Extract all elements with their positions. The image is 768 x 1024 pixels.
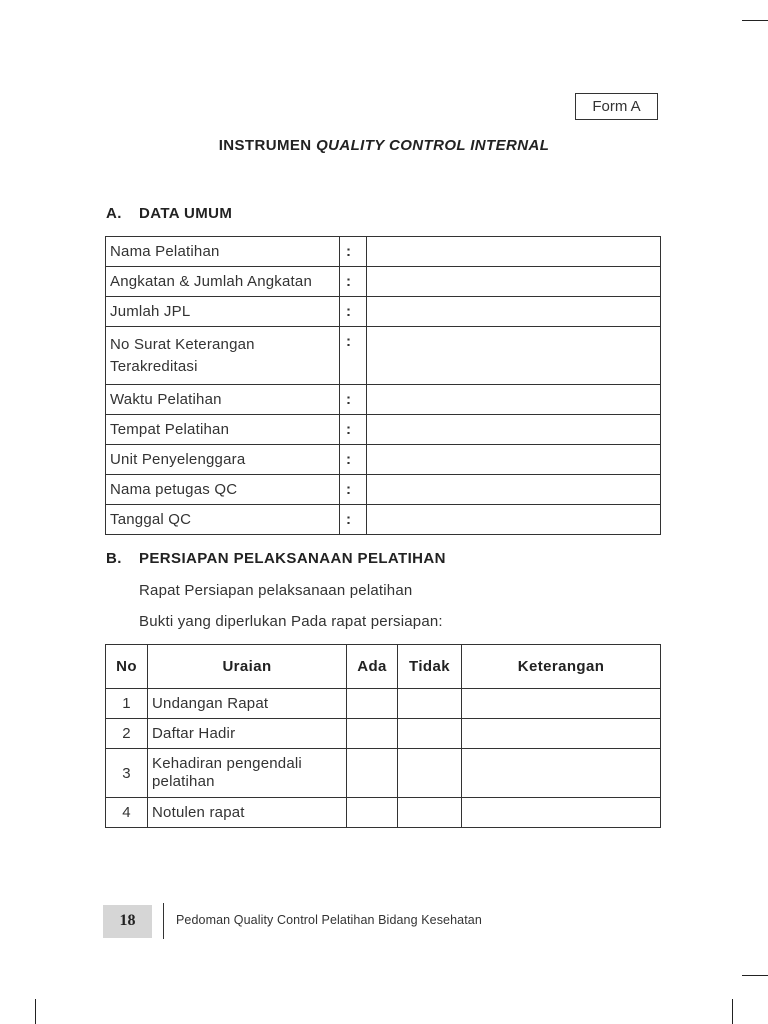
- persiapan-table: [105, 644, 661, 828]
- row-uraian-line1: Kehadiran pengendali: [152, 755, 302, 772]
- cell-keterangan[interactable]: [462, 749, 661, 798]
- row-label-tempat: Tempat Pelatihan: [106, 415, 340, 445]
- row-number: 2: [106, 719, 148, 749]
- cell-tidak[interactable]: [398, 749, 462, 798]
- col-header-ada: Ada: [347, 645, 398, 689]
- crop-mark-bottom-right-vertical: [732, 999, 733, 1024]
- col-header-uraian: Uraian: [148, 645, 347, 689]
- section-b-paragraph-1: Rapat Persiapan pelaksanaan pelatihan: [139, 582, 413, 599]
- cell-keterangan[interactable]: [462, 719, 661, 749]
- section-b-title: PERSIAPAN PELAKSANAAN PELATIHAN: [139, 550, 446, 567]
- section-a-title: DATA UMUM: [139, 205, 233, 222]
- row-uraian-line2: pelatihan: [152, 773, 215, 790]
- cell-tidak[interactable]: [398, 719, 462, 749]
- row-colon: :: [340, 415, 367, 445]
- value-field-angkatan[interactable]: [367, 267, 661, 297]
- cell-ada[interactable]: [347, 719, 398, 749]
- cell-tidak[interactable]: [398, 798, 462, 828]
- value-field-tempat[interactable]: [367, 415, 661, 445]
- row-label-nama-pelatihan: Nama Pelatihan: [106, 237, 340, 267]
- crop-mark-bottom-right-horizontal: [742, 975, 768, 976]
- row-label-angkatan: Angkatan & Jumlah Angkatan: [106, 267, 340, 297]
- row-number: 3: [106, 749, 148, 798]
- row-number: 1: [106, 689, 148, 719]
- table-row: [106, 327, 661, 385]
- row-label-unit: Unit Penyelenggara: [106, 445, 340, 475]
- form-tag: Form A: [575, 93, 658, 120]
- page-title: [0, 137, 768, 154]
- section-b-paragraph-2: Bukti yang diperlukan Pada rapat persiapan:: [139, 613, 443, 630]
- table-row: [106, 415, 661, 445]
- row-colon: :: [340, 475, 367, 505]
- row-uraian: Undangan Rapat: [148, 689, 347, 719]
- cell-tidak[interactable]: [398, 689, 462, 719]
- cell-keterangan[interactable]: [462, 689, 661, 719]
- row-colon: :: [340, 505, 367, 535]
- crop-mark-bottom-left: [35, 999, 36, 1024]
- row-label-no-surat: [106, 327, 340, 385]
- row-label-waktu: Waktu Pelatihan: [106, 385, 340, 415]
- table-row: [106, 297, 661, 327]
- row-colon: :: [340, 385, 367, 415]
- section-b-letter: B.: [106, 550, 122, 567]
- value-field-jumlah-jpl[interactable]: [367, 297, 661, 327]
- section-a-heading: [106, 205, 232, 222]
- row-colon: :: [340, 297, 367, 327]
- section-a-letter: A.: [106, 205, 122, 222]
- title-italic: QUALITY CONTROL INTERNAL: [316, 137, 550, 154]
- row-uraian: Daftar Hadir: [148, 719, 347, 749]
- table-row: [106, 267, 661, 297]
- table-row: [106, 475, 661, 505]
- section-b-heading: [106, 550, 446, 567]
- page-number: 18: [103, 905, 152, 938]
- row-colon: :: [340, 237, 367, 267]
- row-label-petugas: Nama petugas QC: [106, 475, 340, 505]
- row-colon: :: [340, 327, 367, 385]
- table-row: [106, 689, 661, 719]
- row-colon: :: [340, 267, 367, 297]
- table-row: [106, 798, 661, 828]
- cell-keterangan[interactable]: [462, 798, 661, 828]
- table-row: [106, 385, 661, 415]
- table-row: [106, 237, 661, 267]
- cell-ada[interactable]: [347, 689, 398, 719]
- row-uraian: Notulen rapat: [148, 798, 347, 828]
- col-header-no: No: [106, 645, 148, 689]
- row-number: 4: [106, 798, 148, 828]
- row-colon: :: [340, 445, 367, 475]
- row-label-no-surat-line2: Terakreditasi: [110, 357, 198, 375]
- footer-divider: [163, 903, 164, 939]
- title-prefix: INSTRUMEN: [218, 137, 312, 154]
- value-field-no-surat[interactable]: [367, 327, 661, 385]
- table-row: [106, 445, 661, 475]
- data-umum-table: [105, 236, 661, 535]
- value-field-petugas[interactable]: [367, 475, 661, 505]
- value-field-unit[interactable]: [367, 445, 661, 475]
- col-header-keterangan: Keterangan: [462, 645, 661, 689]
- value-field-waktu[interactable]: [367, 385, 661, 415]
- table-row: [106, 505, 661, 535]
- value-field-nama-pelatihan[interactable]: [367, 237, 661, 267]
- value-field-tanggal[interactable]: [367, 505, 661, 535]
- footer-text: Pedoman Quality Control Pelatihan Bidang Kesehatan: [176, 913, 482, 927]
- row-label-no-surat-line1: No Surat Keterangan: [110, 335, 255, 353]
- col-header-tidak: Tidak: [398, 645, 462, 689]
- table-header-row: [106, 645, 661, 689]
- row-label-jumlah-jpl: Jumlah JPL: [106, 297, 340, 327]
- row-label-tanggal: Tanggal QC: [106, 505, 340, 535]
- crop-mark-top-right: [742, 20, 768, 21]
- cell-ada[interactable]: [347, 749, 398, 798]
- table-row: [106, 719, 661, 749]
- cell-ada[interactable]: [347, 798, 398, 828]
- row-uraian: [148, 749, 347, 798]
- table-row: [106, 749, 661, 798]
